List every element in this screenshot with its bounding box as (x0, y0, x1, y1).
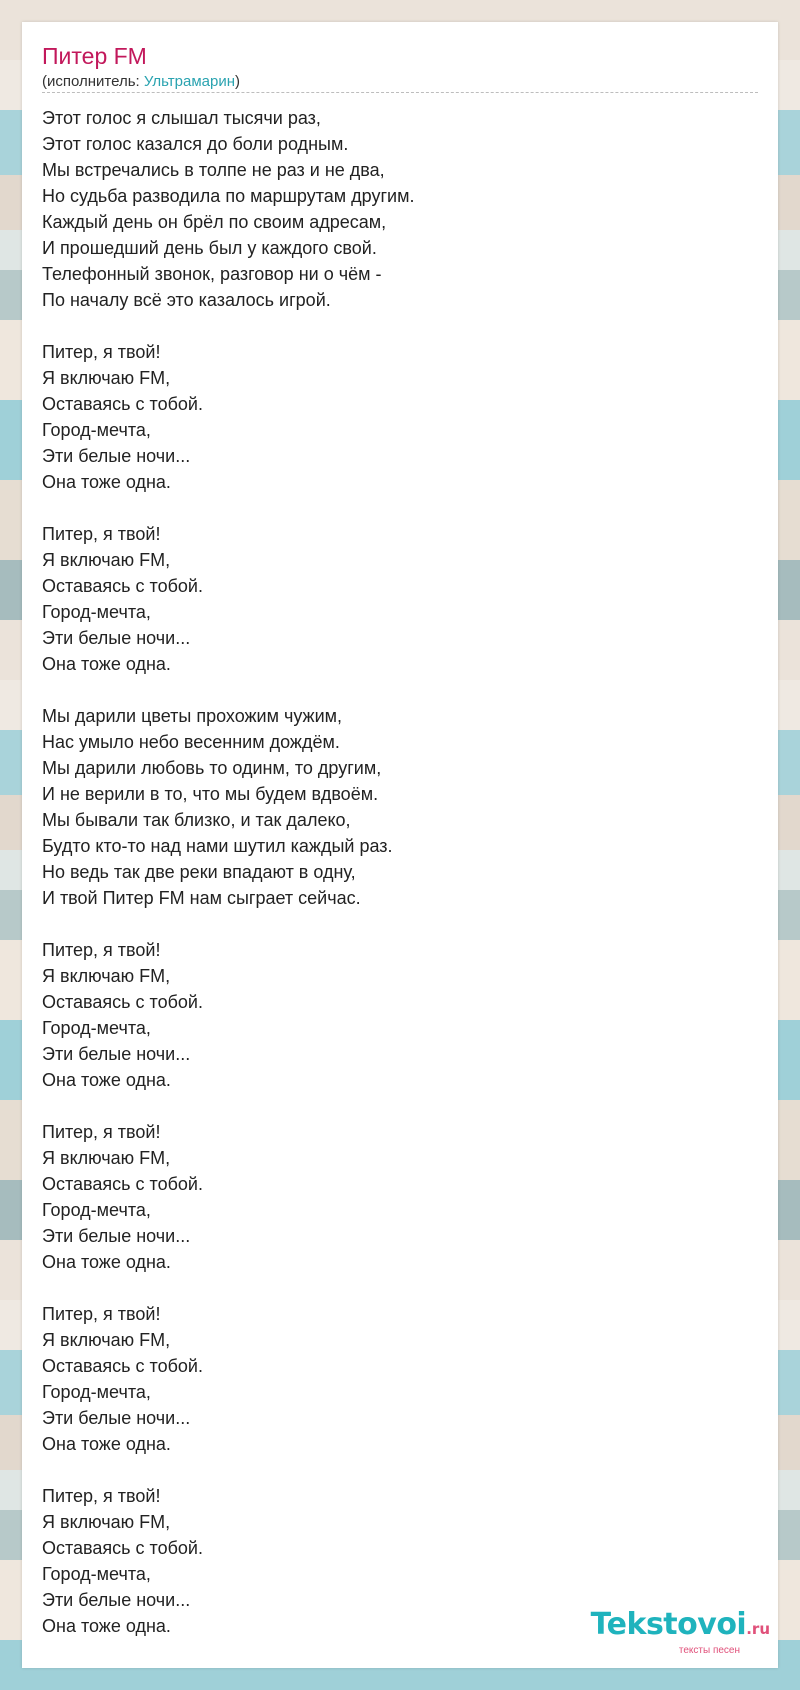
lyrics-stanza (42, 937, 742, 1093)
lyric-line: Я включаю FM, (42, 1148, 171, 1168)
lyric-line: Нас умыло небо весенним дождём. (42, 732, 340, 752)
lyrics-text (42, 105, 742, 1665)
lyric-line: Я включаю FM, (42, 1512, 171, 1532)
lyric-line: Эти белые ночи... (42, 446, 191, 466)
lyric-line: Я включаю FM, (42, 368, 171, 388)
lyrics-stanza (42, 521, 742, 677)
lyric-line: Она тоже одна. (42, 654, 171, 674)
lyric-line: Но ведь так две реки впадают в одну, (42, 862, 356, 882)
lyric-line: Оставаясь с тобой. (42, 1356, 203, 1376)
lyrics-stanza (42, 105, 742, 313)
lyric-line: Питер, я твой! (42, 940, 161, 960)
lyric-line: Этот голос казался до боли родным. (42, 134, 349, 154)
lyric-line: Город-мечта, (42, 420, 151, 440)
lyric-line: Она тоже одна. (42, 1616, 171, 1636)
lyrics-card (22, 22, 778, 1668)
lyrics-stanza (42, 1119, 742, 1275)
title-divider (42, 92, 758, 93)
lyric-line: Оставаясь с тобой. (42, 576, 203, 596)
lyric-line: Город-мечта, (42, 1564, 151, 1584)
lyric-line: И не верили в то, что мы будем вдвоём. (42, 784, 379, 804)
lyric-line: Оставаясь с тобой. (42, 1538, 203, 1558)
lyrics-stanza (42, 1301, 742, 1457)
lyric-line: Мы дарили любовь то одинм, то другим, (42, 758, 382, 778)
lyric-line: Мы встречались в толпе не раз и не два, (42, 160, 385, 180)
lyric-line: Я включаю FM, (42, 550, 171, 570)
lyric-line: Питер, я твой! (42, 1122, 161, 1142)
byline-prefix: (исполнитель: (42, 73, 144, 90)
artist-link[interactable]: Ультрамарин (143, 73, 236, 90)
lyric-line: И твой Питер FM нам сыграет сейчас. (42, 888, 361, 908)
byline-suffix: ) (235, 73, 241, 90)
lyric-line: Питер, я твой! (42, 1486, 161, 1506)
lyric-line: По началу всё это казалось игрой. (42, 290, 331, 310)
lyric-line: Город-мечта, (42, 1382, 151, 1402)
lyric-line: Она тоже одна. (42, 1070, 171, 1090)
lyrics-stanza (42, 339, 742, 495)
lyric-line: Город-мечта, (42, 1200, 151, 1220)
lyric-line: Питер, я твой! (42, 524, 161, 544)
lyric-line: Я включаю FM, (42, 966, 171, 986)
lyric-line: Оставаясь с тобой. (42, 1174, 203, 1194)
logo-main-text: Tekstovoi (590, 1607, 747, 1642)
lyric-line: Оставаясь с тобой. (42, 394, 203, 414)
lyrics-stanza (42, 703, 742, 911)
lyric-line: Мы дарили цветы прохожим чужим, (42, 706, 343, 726)
lyric-line: Эти белые ночи... (42, 1590, 191, 1610)
lyric-line: Каждый день он брёл по своим адресам, (42, 212, 387, 232)
lyric-line: Эти белые ночи... (42, 1226, 191, 1246)
song-title: Питер FM (42, 43, 147, 69)
lyric-line: И прошедший день был у каждого свой. (42, 238, 377, 258)
lyric-line: Телефонный звонок, разговор ни о чём - (42, 264, 382, 284)
lyric-line: Эти белые ночи... (42, 1044, 191, 1064)
lyric-line: Она тоже одна. (42, 472, 171, 492)
artist-byline (42, 73, 240, 91)
lyric-line: Но судьба разводила по маршрутам другим. (42, 186, 415, 206)
logo-tagline: тексты песен (678, 1645, 740, 1656)
lyric-line: Она тоже одна. (42, 1252, 171, 1272)
lyric-line: Эти белые ночи... (42, 628, 191, 648)
lyric-line: Мы бывали так близко, и так далеко, (42, 810, 351, 830)
lyric-line: Этот голос я слышал тысячи раз, (42, 108, 321, 128)
lyric-line: Будто кто-то над нами шутил каждый раз. (42, 836, 393, 856)
lyric-line: Город-мечта, (42, 602, 151, 622)
logo-wordmark (591, 1609, 770, 1645)
lyric-line: Эти белые ночи... (42, 1408, 191, 1428)
lyric-line: Питер, я твой! (42, 1304, 161, 1324)
lyric-line: Оставаясь с тобой. (42, 992, 203, 1012)
lyric-line: Питер, я твой! (42, 342, 161, 362)
site-logo[interactable] (591, 1609, 770, 1656)
lyric-line: Я включаю FM, (42, 1330, 171, 1350)
logo-tld: .ru (746, 1620, 770, 1638)
lyric-line: Город-мечта, (42, 1018, 151, 1038)
lyric-line: Она тоже одна. (42, 1434, 171, 1454)
